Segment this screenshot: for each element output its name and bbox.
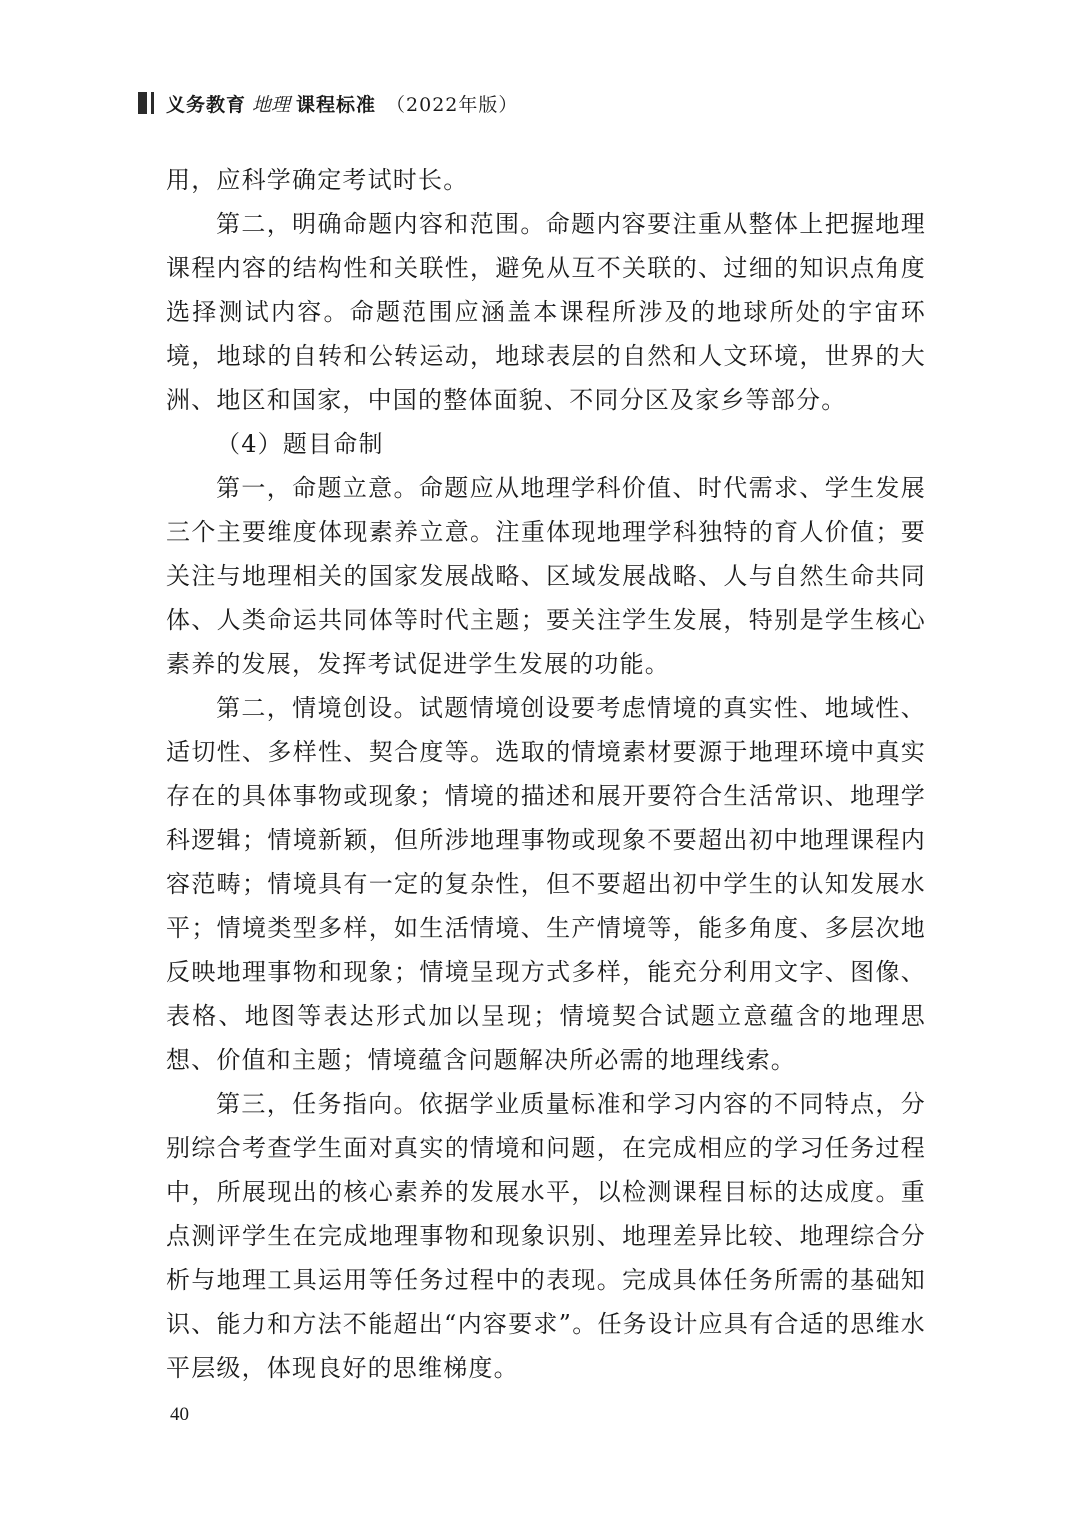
header-bar-thin <box>151 92 154 114</box>
book-title <box>166 90 518 117</box>
paragraph-task: 第三，任务指向。依据学业质量标准和学习内容的不同特点，分别综合考查学生面对真实的情境和问题，在完成相应的学习任务过程中，所展现出的核心素养的发展水平，以检测课程目标的达成度。重点测评学生在完成地理事物和现象识别、地理差异比较、地理综合分析与地理工具运用等任务过程中的表现。完成具体任务所需的基础知识、能力和方法不能超出“内容要求”。任务设计应具有合适的思维水平层级，体现良好的思维梯度。 <box>166 1090 926 1382</box>
paragraph-intent: 第一，命题立意。命题应从地理学科价值、时代需求、学生发展三个主要维度体现素养立意。注重体现地理学科独特的育人价值；要关注与地理相关的国家发展战略、区域发展战略、人与自然生命共同体、人类命运共同体等时代主题；要关注学生发展，特别是学生核心素养的发展，发挥考试促进学生发展的功能。 <box>166 474 926 678</box>
paragraph-scope: 第二，明确命题内容和范围。命题内容要注重从整体上把握地理课程内容的结构性和关联性，避免从互不关联的、过细的知识点角度选择测试内容。命题范围应涵盖本课程所涉及的地球所处的宇宙环境，地球的自转和公转运动，地球表层的自然和人文环境，世界的大洲、地区和国家，中国的整体面貌、不同分区及家乡等部分。 <box>166 210 926 414</box>
section-heading: （4）题目命制 <box>216 430 384 458</box>
page-number: 40 <box>170 1404 189 1425</box>
header-bar-decoration <box>138 92 154 114</box>
running-header <box>138 90 518 116</box>
paragraph-continuation: 用，应科学确定考试时长。 <box>166 166 469 194</box>
book-title-prefix: 义务教育 <box>166 93 247 116</box>
book-title-suffix: 课程标准 <box>296 93 377 116</box>
book-title-subject: 地理 <box>252 93 291 116</box>
book-edition: （2022年版） <box>386 93 519 116</box>
body-text <box>166 158 926 1390</box>
paragraph-context: 第二，情境创设。试题情境创设要考虑情境的真实性、地域性、适切性、多样性、契合度等。选取的情境素材要源于地理环境中真实存在的具体事物或现象；情境的描述和展开要符合生活常识、地理学科逻辑；情境新颖，但所涉地理事物或现象不要超出初中地理课程内容范畴；情境具有一定的复杂性，但不要超出初中学生的认知发展水平；情境类型多样，如生活情境、生产情境等，能多角度、多层次地反映地理事物和现象；情境呈现方式多样，能充分利用文字、图像、表格、地图等表达形式加以呈现；情境契合试题立意蕴含的地理思想、价值和主题；情境蕴含问题解决所必需的地理线索。 <box>166 694 926 1074</box>
header-bar-thick <box>138 92 147 114</box>
